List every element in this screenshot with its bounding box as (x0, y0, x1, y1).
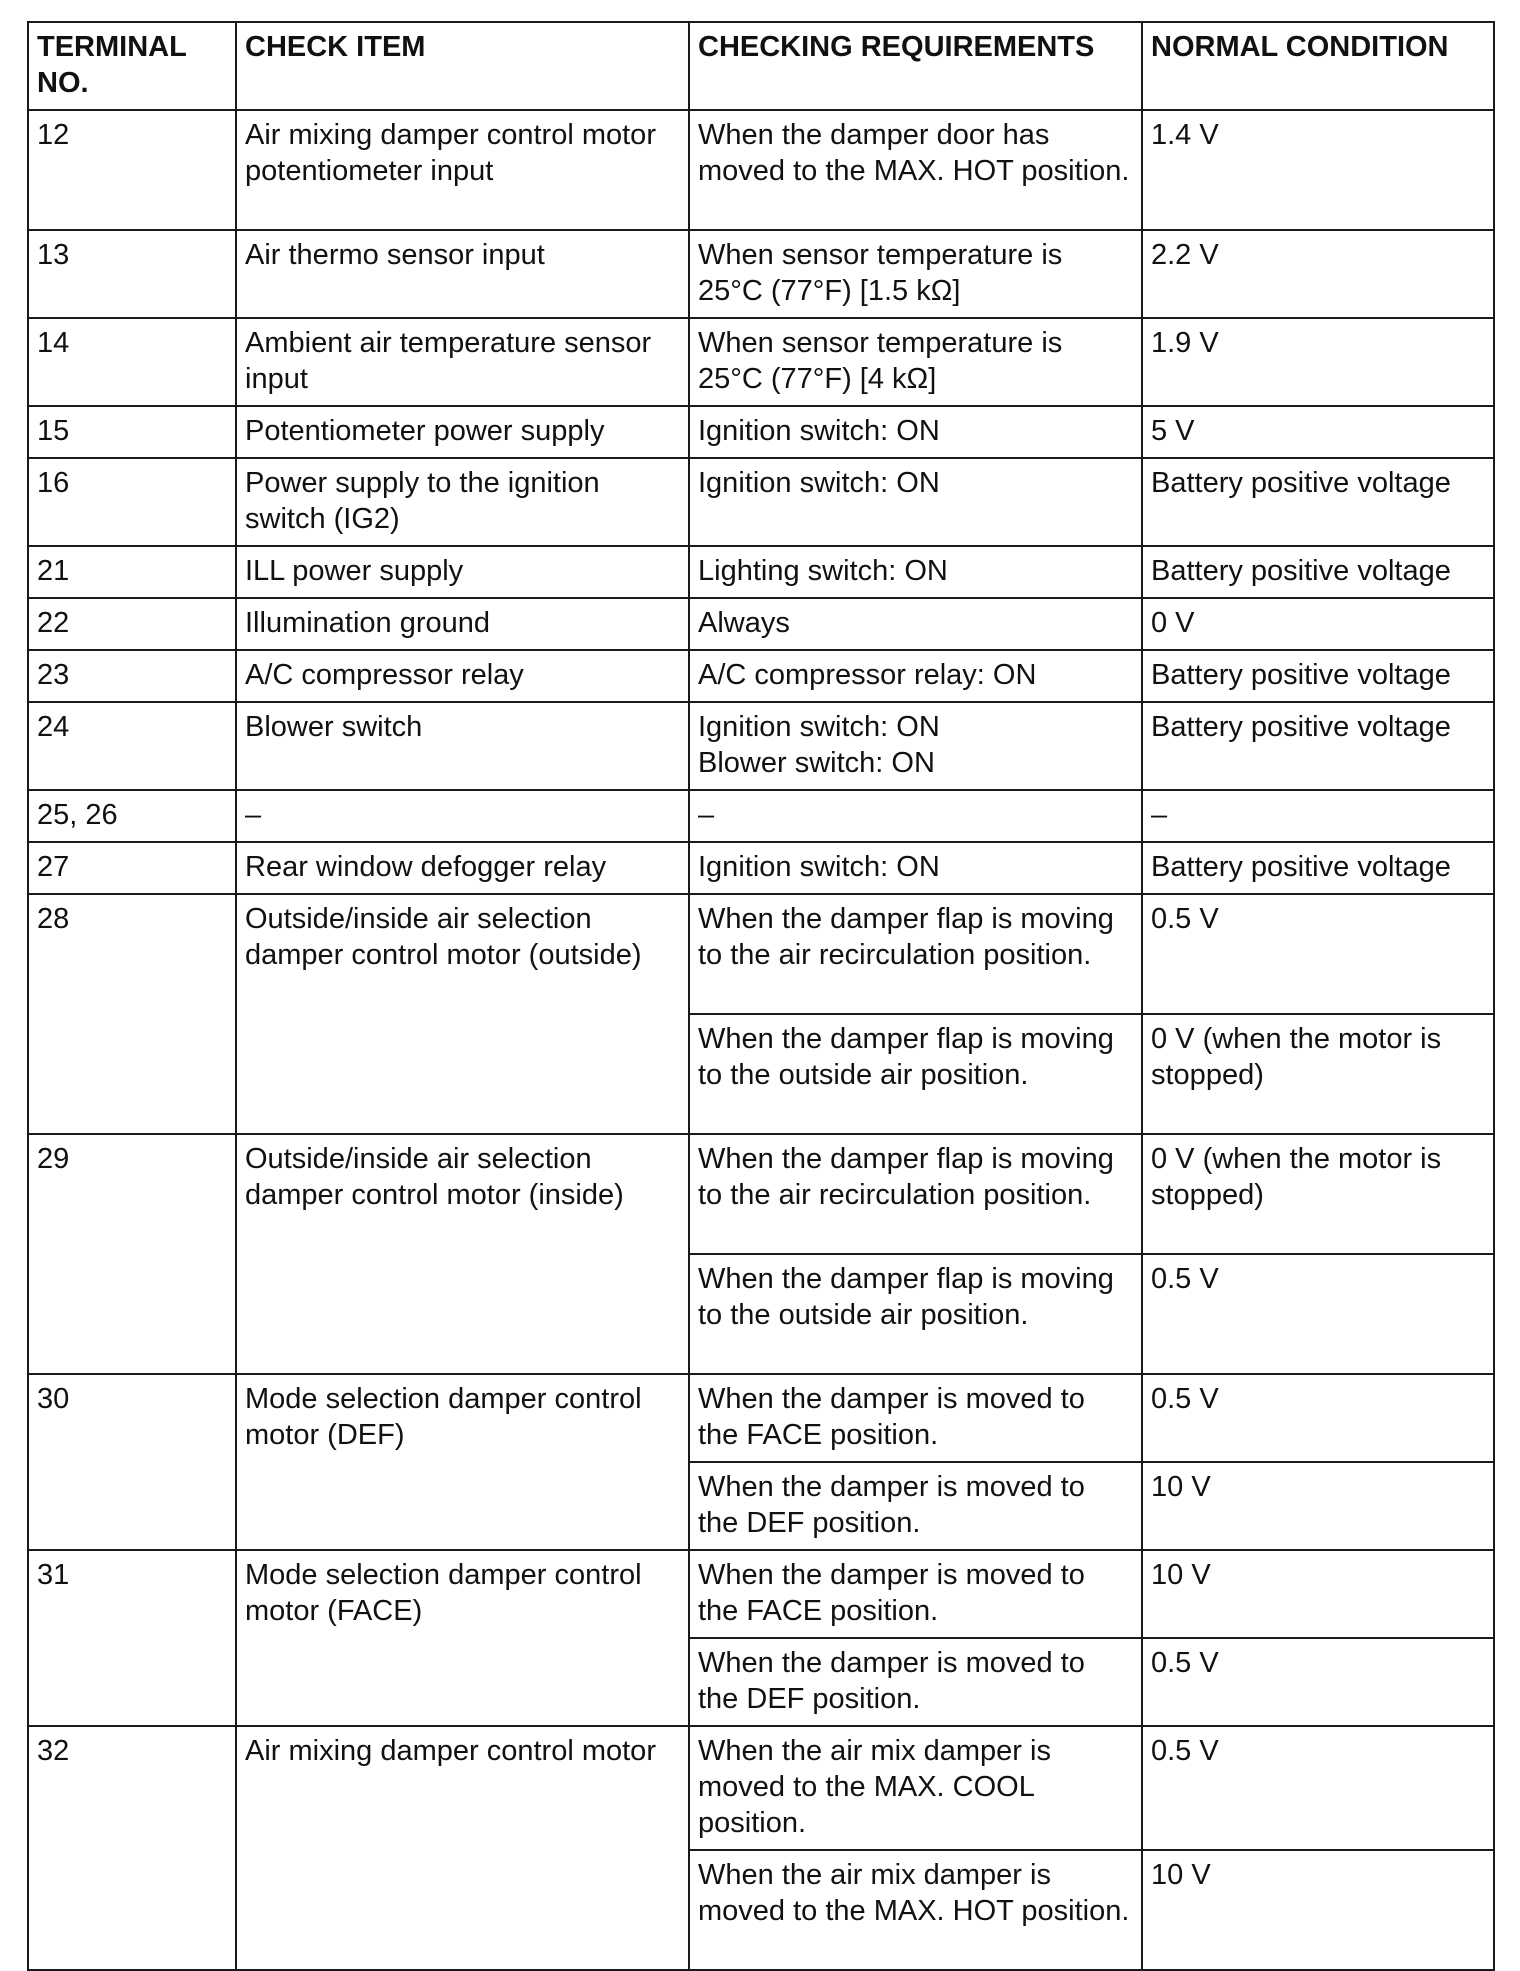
check-item-cell: Potentiometer power supply (236, 406, 689, 458)
terminal-cell: 32 (28, 1726, 236, 1970)
check-item-cell: Air mixing damper control motor potentiometer input (236, 110, 689, 230)
table-row (28, 842, 1494, 894)
requirement-cell: When the damper flap is moving to the outside air position. (689, 1254, 1142, 1374)
condition-cell: 10 V (1142, 1550, 1494, 1638)
terminal-cell: 27 (28, 842, 236, 894)
table-row (28, 1134, 1494, 1254)
requirement-cell: When sensor temperature is 25°C (77°F) [1.5 kΩ] (689, 230, 1142, 318)
header-check-item: CHECK ITEM (236, 22, 689, 110)
header-terminal-no: TERMINAL NO. (28, 22, 236, 110)
table-row (28, 110, 1494, 230)
condition-cell: 10 V (1142, 1462, 1494, 1550)
requirement-cell: When sensor temperature is 25°C (77°F) [4 kΩ] (689, 318, 1142, 406)
requirement-cell: When the damper flap is moving to the air recirculation position. (689, 894, 1142, 1014)
condition-cell: 1.9 V (1142, 318, 1494, 406)
check-item-cell: Blower switch (236, 702, 689, 790)
terminal-cell: 13 (28, 230, 236, 318)
terminal-check-table (27, 21, 1495, 1971)
requirement-cell: When the damper door has moved to the MAX. HOT position. (689, 110, 1142, 230)
condition-cell: 5 V (1142, 406, 1494, 458)
terminal-cell: 12 (28, 110, 236, 230)
check-item-cell: Outside/inside air selection damper control motor (inside) (236, 1134, 689, 1374)
terminal-cell: 25, 26 (28, 790, 236, 842)
condition-cell: 1.4 V (1142, 110, 1494, 230)
requirement-cell: Ignition switch: ON Blower switch: ON (689, 702, 1142, 790)
header-normal-condition: NORMAL CONDITION (1142, 22, 1494, 110)
check-item-cell: Air thermo sensor input (236, 230, 689, 318)
check-item-cell: Outside/inside air selection damper control motor (outside) (236, 894, 689, 1134)
terminal-cell: 15 (28, 406, 236, 458)
condition-cell: 0.5 V (1142, 1374, 1494, 1462)
condition-cell: Battery positive voltage (1142, 458, 1494, 546)
table-row (28, 318, 1494, 406)
condition-cell: Battery positive voltage (1142, 702, 1494, 790)
check-item-cell: Ambient air temperature sensor input (236, 318, 689, 406)
table-row (28, 1374, 1494, 1462)
check-item-cell: ILL power supply (236, 546, 689, 598)
table-row (28, 1726, 1494, 1850)
condition-cell: 0 V (1142, 598, 1494, 650)
check-item-cell: Mode selection damper control motor (DEF) (236, 1374, 689, 1550)
check-item-cell: Air mixing damper control motor (236, 1726, 689, 1970)
table-row (28, 650, 1494, 702)
check-item-cell: Rear window defogger relay (236, 842, 689, 894)
table-row (28, 1550, 1494, 1638)
check-item-cell: – (236, 790, 689, 842)
condition-cell: 0 V (when the motor is stopped) (1142, 1014, 1494, 1134)
requirement-cell: When the air mix damper is moved to the MAX. COOL position. (689, 1726, 1142, 1850)
condition-cell: 0.5 V (1142, 1254, 1494, 1374)
terminal-cell: 29 (28, 1134, 236, 1374)
header-row (28, 22, 1494, 110)
requirement-cell: When the damper is moved to the DEF position. (689, 1638, 1142, 1726)
condition-cell: Battery positive voltage (1142, 546, 1494, 598)
table-row (28, 790, 1494, 842)
requirement-cell: A/C compressor relay: ON (689, 650, 1142, 702)
requirement-cell: Always (689, 598, 1142, 650)
requirement-cell: – (689, 790, 1142, 842)
requirement-cell: Ignition switch: ON (689, 842, 1142, 894)
condition-cell: 2.2 V (1142, 230, 1494, 318)
condition-cell: – (1142, 790, 1494, 842)
requirement-cell: When the damper is moved to the FACE position. (689, 1550, 1142, 1638)
terminal-cell: 22 (28, 598, 236, 650)
requirement-cell: Ignition switch: ON (689, 406, 1142, 458)
header-checking-requirements: CHECKING REQUIREMENTS (689, 22, 1142, 110)
condition-cell: 10 V (1142, 1850, 1494, 1970)
condition-cell: 0.5 V (1142, 894, 1494, 1014)
terminal-cell: 28 (28, 894, 236, 1134)
terminal-cell: 31 (28, 1550, 236, 1726)
condition-cell: Battery positive voltage (1142, 650, 1494, 702)
condition-cell: Battery positive voltage (1142, 842, 1494, 894)
requirement-cell: When the damper is moved to the DEF position. (689, 1462, 1142, 1550)
requirement-cell: When the damper flap is moving to the air recirculation position. (689, 1134, 1142, 1254)
table-row (28, 894, 1494, 1014)
table-row (28, 598, 1494, 650)
requirement-cell: When the damper flap is moving to the outside air position. (689, 1014, 1142, 1134)
terminal-cell: 24 (28, 702, 236, 790)
check-item-cell: Power supply to the ignition switch (IG2) (236, 458, 689, 546)
table-row (28, 702, 1494, 790)
terminal-cell: 23 (28, 650, 236, 702)
requirement-cell: Lighting switch: ON (689, 546, 1142, 598)
terminal-cell: 21 (28, 546, 236, 598)
table-row (28, 230, 1494, 318)
requirement-cell: When the damper is moved to the FACE position. (689, 1374, 1142, 1462)
condition-cell: 0 V (when the motor is stopped) (1142, 1134, 1494, 1254)
condition-cell: 0.5 V (1142, 1638, 1494, 1726)
check-item-cell: A/C compressor relay (236, 650, 689, 702)
check-item-cell: Mode selection damper control motor (FACE) (236, 1550, 689, 1726)
table-row (28, 406, 1494, 458)
table-row (28, 546, 1494, 598)
requirement-cell: Ignition switch: ON (689, 458, 1142, 546)
condition-cell: 0.5 V (1142, 1726, 1494, 1850)
table-row (28, 458, 1494, 546)
terminal-cell: 16 (28, 458, 236, 546)
terminal-cell: 14 (28, 318, 236, 406)
requirement-cell: When the air mix damper is moved to the MAX. HOT position. (689, 1850, 1142, 1970)
check-item-cell: Illumination ground (236, 598, 689, 650)
terminal-cell: 30 (28, 1374, 236, 1550)
